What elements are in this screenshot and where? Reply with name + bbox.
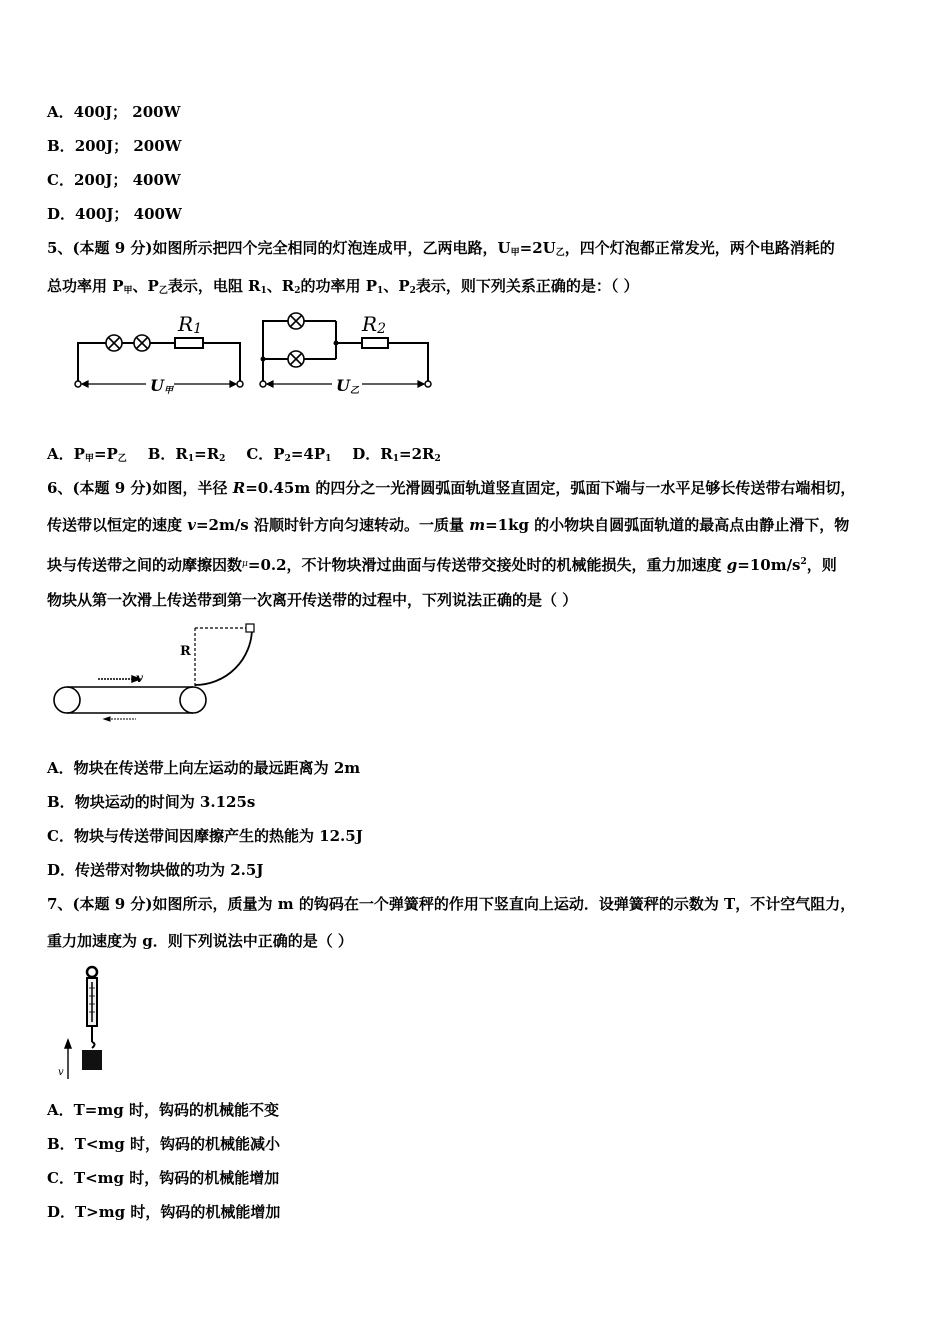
q6-stem-line-4: 物块从第一次滑上传送带到第一次离开传送带的过程中，下列说法正确的是（ ） xyxy=(47,591,578,609)
label-r1: R1 xyxy=(178,312,202,337)
block-icon xyxy=(246,624,254,632)
velocity-arrow-icon xyxy=(65,1040,71,1079)
hook-weight-icon xyxy=(82,1050,102,1070)
bulb-icon xyxy=(288,313,304,329)
bulb-icon xyxy=(134,335,150,351)
bulb-icon xyxy=(288,351,304,367)
q6-conveyor-figure xyxy=(50,622,275,727)
q6-option-b: B．物块运动的时间为 3.125s xyxy=(47,793,256,811)
arc-track xyxy=(195,628,252,686)
label-r2: R2 xyxy=(362,312,386,337)
label-velocity: v xyxy=(58,1067,64,1078)
q6-stem-line-2: 传送带以恒定的速度 v=2m/s 沿顺时针方向匀速转动。一质量 m=1kg 的小物块自圆弧面轨道的最高点由静止滑下，物 xyxy=(47,516,850,534)
q7-stem-line-2: 重力加速度为 g．则下列说法中正确的是（ ） xyxy=(47,932,353,950)
q7-option-d: D．T>mg 时，钩码的机械能增加 xyxy=(47,1203,281,1221)
q4-option-d: D．400J； 400W xyxy=(47,205,182,223)
q7-option-b: B．T<mg 时，钩码的机械能减小 xyxy=(47,1135,281,1153)
q4-option-a: A．400J； 200W xyxy=(47,103,181,121)
q5-circuit-figure xyxy=(70,305,440,400)
belt-bottom-arrow-icon xyxy=(104,717,136,721)
spring-scale-icon xyxy=(87,967,97,1048)
label-u-jia: U甲 xyxy=(150,376,173,396)
q5-stem-line-1: 5、(本题 9 分)如图所示把四个完全相同的灯泡连成甲，乙两电路，$U_甲=2U_乙$，四个灯泡都正常发光，两个电路消耗的 xyxy=(47,239,835,258)
belt-top-arrow-icon xyxy=(98,676,140,682)
q4-option-b: B．200J； 200W xyxy=(47,137,182,155)
q7-option-a: A．T=mg 时，钩码的机械能不变 xyxy=(47,1101,279,1119)
q6-option-a: A．物块在传送带上向左运动的最远距离为 2m xyxy=(47,759,361,777)
label-radius: R xyxy=(180,644,191,659)
q6-option-d: D．传送带对物块做的功为 2.5J xyxy=(47,861,264,879)
q7-spring-scale-figure xyxy=(50,962,120,1087)
q5-options: A．$P_甲=P_乙$ B．$R_1=R_2$ C．$P_2=4P_1$ D．$R_1=2R_2$ xyxy=(47,445,441,464)
label-velocity: v xyxy=(136,671,143,685)
q5-stem-line-2: 总功率用 $P_甲$、$P_乙$表示，电阻 $R_1$、$R_2$的功率用 $P_1$、$P_2$表示，则下列关系正确的是：（ ） xyxy=(47,277,639,296)
label-u-yi: U乙 xyxy=(336,376,359,396)
bulb-icon xyxy=(106,335,122,351)
circuit-jia xyxy=(78,338,240,381)
q7-stem-line-1: 7、(本题 9 分)如图所示，质量为 m 的钩码在一个弹簧秤的作用下竖直向上运动．设弹簧秤的示数为 T，不计空气阻力， xyxy=(47,895,856,913)
q6-stem-line-3: 块与传送带之间的动摩擦因数$^\mu$=0.2，不计物块滑过曲面与传送带交接处时的机械能损失，重力加速度 $g=10m/s^2$，则 xyxy=(47,556,837,574)
circuit-yi xyxy=(263,321,428,381)
q7-option-c: C．T<mg 时，钩码的机械能增加 xyxy=(47,1169,280,1187)
q6-option-c: C．物块与传送带间因摩擦产生的热能为 12.5J xyxy=(47,827,363,845)
q6-stem-line-1: 6、(本题 9 分)如图，半径 R=0.45m 的四分之一光滑圆弧面轨道竖直固定，弧面下端与一水平足够长传送带右端相切， xyxy=(47,479,856,497)
conveyor-belt xyxy=(54,687,206,713)
q4-option-c: C．200J； 400W xyxy=(47,171,181,189)
